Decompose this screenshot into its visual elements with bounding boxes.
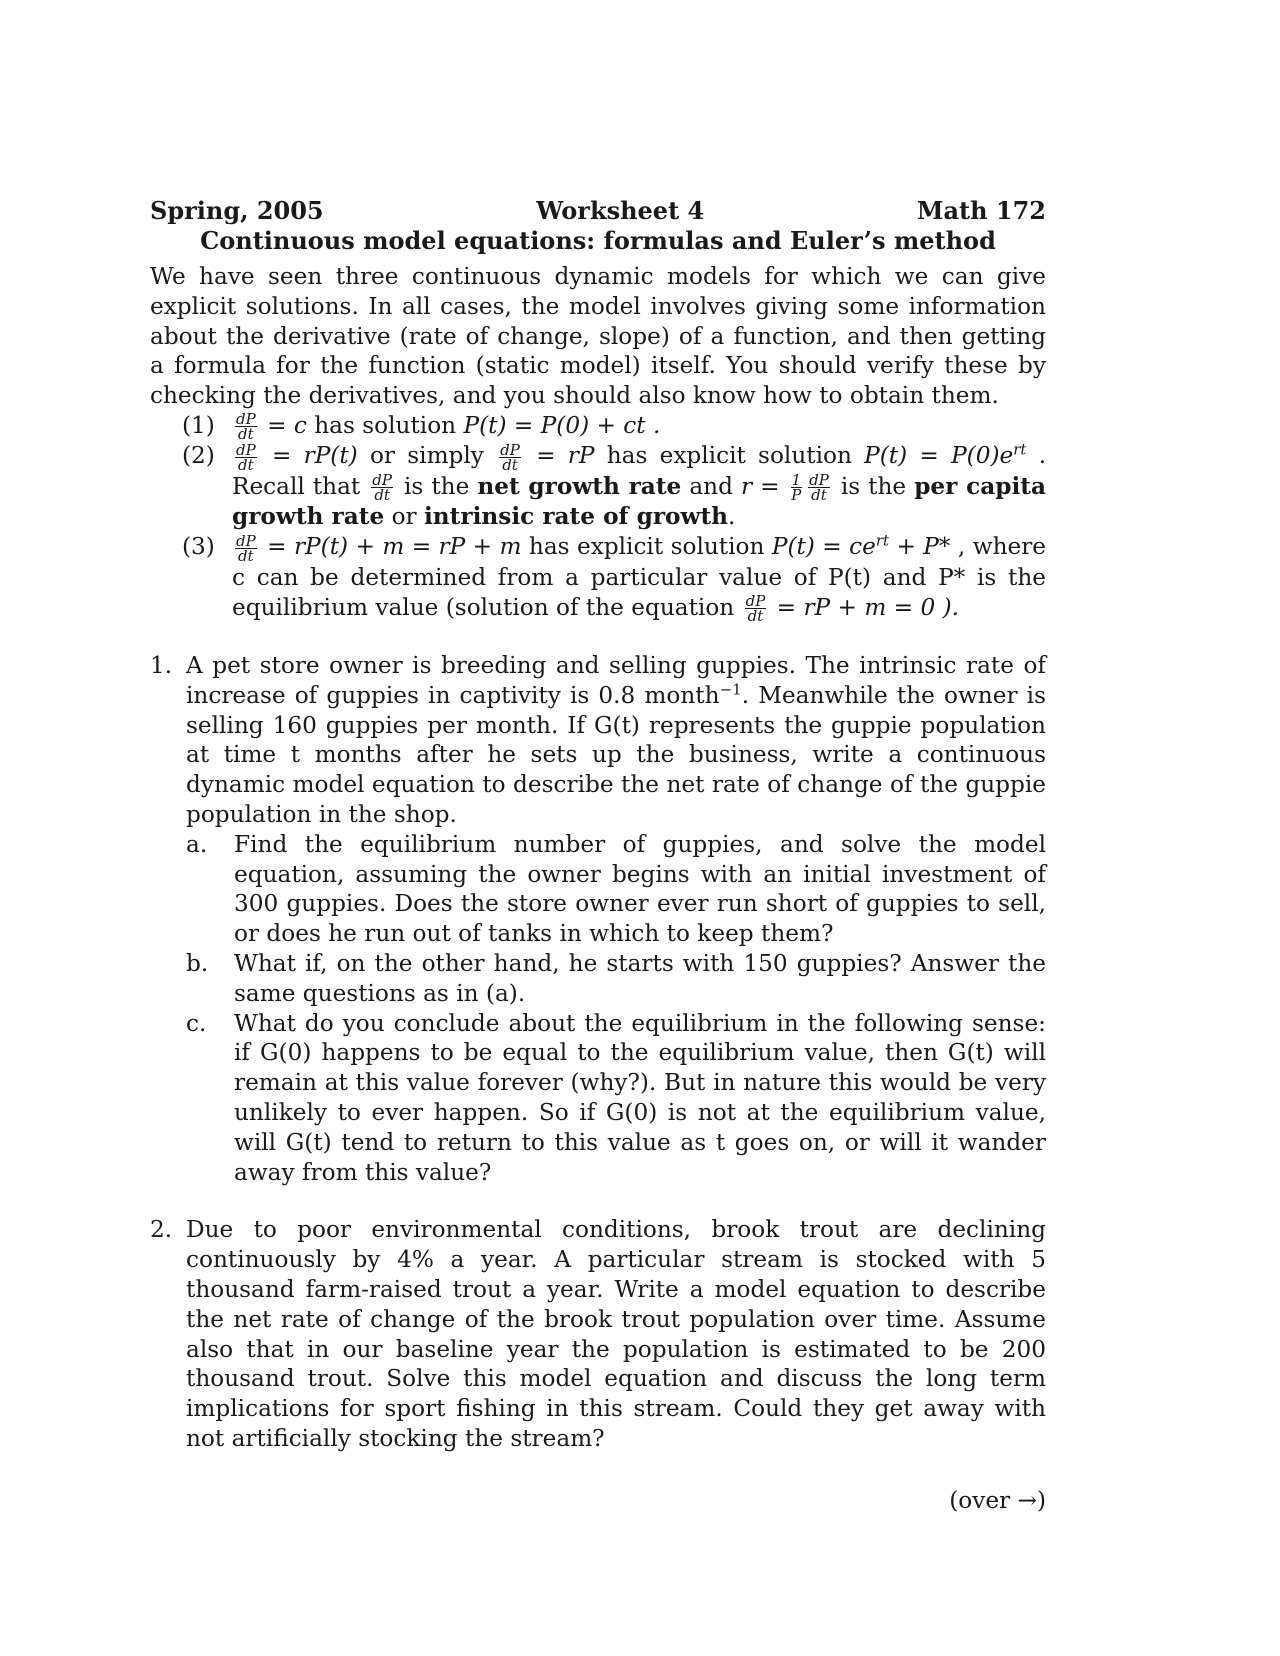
- formula-2-label: (2): [182, 442, 215, 470]
- term-net-growth-rate: net growth rate: [477, 472, 682, 500]
- formula-1-solution: P(t) = P(0) + ct .: [463, 411, 661, 439]
- fraction-dP-dt: $\frac{dP}{dt}$: [236, 410, 256, 444]
- problem-1: [150, 651, 1046, 1187]
- page-header: [150, 196, 1046, 226]
- problem-2-text: Due to poor environmental conditions, brook trout are declining continuously by 4% a year. A particular stream is stocked with 5 thousand farm-raised trout a year. Write a model equation to describe the net rate of change of the brook trout population over time. Assume also that in our baseline year the population is estimated to be 200 thousand trout. Solve this model equation and discuss the long term implications for sport fishing in this stream. Could they get away with not artificially stocking the stream?: [186, 1216, 1046, 1452]
- page-subtitle: Continuous model equations: formulas and Euler’s method: [200, 226, 996, 255]
- formula-1: (1) $\frac{dP}{dt}$ = c has solution P(t) = P(0) + ct .: [182, 410, 661, 444]
- formula-3-label: (3): [182, 533, 215, 561]
- problem-1a: a. Find the equilibrium number of guppies, and solve the model equation, assuming the owner begins with an initial investment of 300 guppies. Does the store owner ever run short of guppies to sell, or does he run out of tanks in which to keep them?: [186, 830, 1046, 948]
- over-indicator: (over →): [949, 1486, 1046, 1514]
- problem-2: [150, 1215, 1046, 1453]
- fraction-dP-dt: $\frac{dP}{dt}$: [745, 592, 766, 626]
- formula-2: (2) $\frac{dP}{dt}$ = rP(t) or simply $\frac{dP}{dt}$ = rP has explicit solution $P(t) = P(0)e^{rt}$ . Recall that $\frac{dP}{dt}$ is the net growth rate and r = $\frac{1}{P}$ $\frac{dP}{dt}$ is the per capita growth rate or intrinsic rate of growth.: [182, 440, 1047, 531]
- problem-1c: c. What do you conclude about the equilibrium in the following sense: if G(0) happens to be equal to the equilibrium value, then G(t) will remain at this value forever (why?). But in nature this would be very unlikely to ever happen. So if G(0) is not at the equilibrium value, will G(t) tend to return to this value as t goes on, or will it wander away from this value?: [186, 1009, 1046, 1186]
- problem-2-number: 2.: [150, 1216, 173, 1244]
- fraction-dP-dt: $\frac{dP}{dt}$: [500, 440, 520, 474]
- intro-paragraph: We have seen three continuous dynamic models for which we can give explicit solutions. In all cases, the model involves giving some information about the derivative (rate of change, slope) of a function, and then getting a formula for the function (static model) itself. You should verify these by checking the derivatives, and you should also know how to obtain them.: [150, 263, 1046, 410]
- fraction-dP-dt: $\frac{dP}{dt}$: [236, 531, 256, 565]
- fraction-dP-dt: $\frac{dP}{dt}$: [372, 471, 392, 505]
- worksheet-page: [150, 196, 1046, 1516]
- fraction-1-over-P: $\frac{1}{P}$: [791, 471, 802, 505]
- formula-2-solution: $P(t) = P(0)e^{rt}$: [864, 440, 1027, 470]
- formula-1-label: (1): [182, 411, 215, 439]
- term-intrinsic-rate: intrinsic rate of growth: [424, 503, 729, 531]
- header-semester: Spring, 2005: [150, 196, 324, 225]
- problem-1b: b. What if, on the other hand, he starts with 150 guppies? Answer the same questions as in (a).: [186, 950, 1046, 1007]
- header-course: Math 172: [916, 196, 1046, 225]
- formula-3-solution: $P(t) = ce^{rt} + P*$: [771, 531, 951, 561]
- fraction-dP-dt: $\frac{dP}{dt}$: [809, 471, 829, 505]
- header-worksheet-title: Worksheet 4: [536, 196, 705, 225]
- fraction-dP-dt: $\frac{dP}{dt}$: [236, 440, 256, 474]
- problem-1-text: A pet store owner is breeding and selling guppies. The intrinsic rate of increase of guppies in captivity is 0.8 month$^{-1}$. Meanwhile the owner is selling 160 guppies per month. If G(t) represents the guppie population at time t months after he sets up the business, write a continuous dynamic model equation to describe the net rate of change of the guppie population in the shop.: [186, 652, 1046, 829]
- term-per-capita-growth-rate: per capita growth rate: [232, 472, 1046, 531]
- problem-1-number: 1.: [150, 652, 173, 680]
- formula-3: (3) $\frac{dP}{dt}$ = rP(t) + m = rP + m has explicit solution $P(t) = ce^{rt} + P*$ , where c can be determined from a particular value of P(t) and P* is the equilibrium value (solution of the equation $\frac{dP}{dt}$ = rP + m = 0 ).: [182, 531, 1047, 626]
